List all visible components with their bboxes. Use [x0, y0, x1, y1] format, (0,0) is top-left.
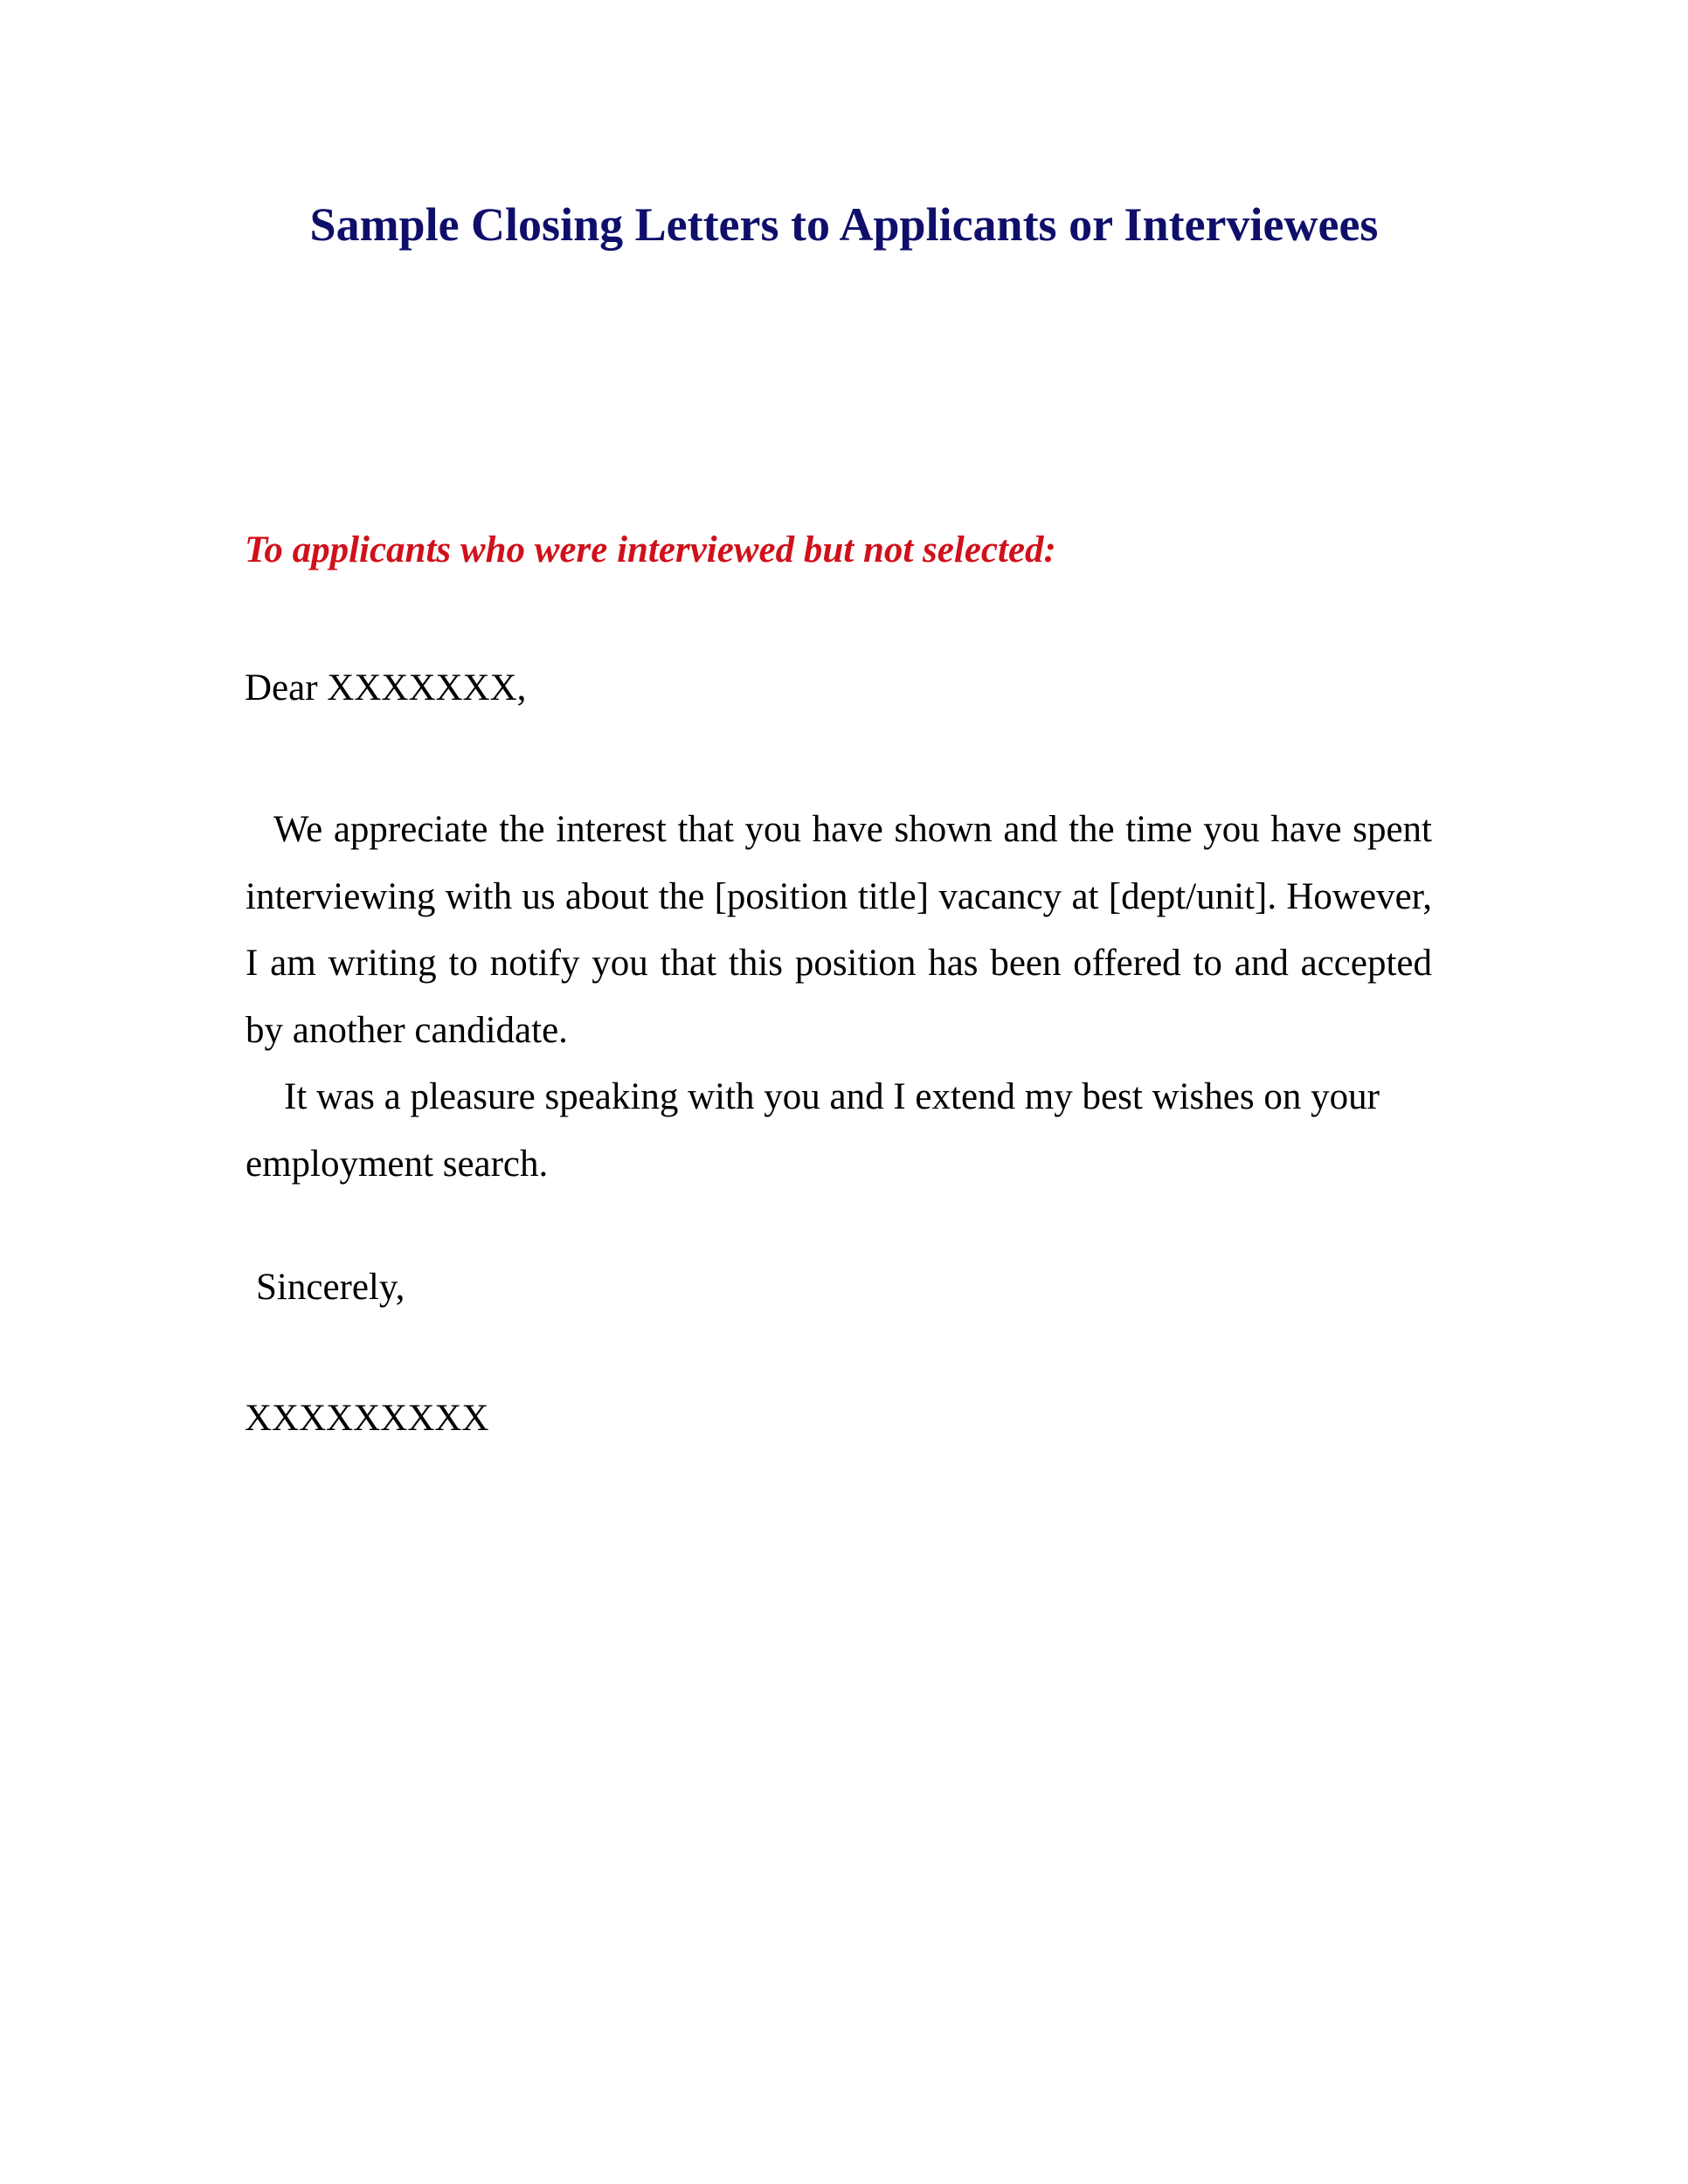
letter-signature: XXXXXXXXX [245, 1398, 489, 1439]
letter-body [246, 797, 1432, 1198]
letter-paragraph: We appreciate the interest that you have shown and the time you have spent interviewing with us about the [position title] vacancy at [dept/unit]. However, I am writing to notify you that this position has been offered to and accepted by another candidate. [246, 809, 1432, 1051]
letter-salutation: Dear XXXXXXX, [245, 667, 527, 708]
letter-paragraph: It was a pleasure speaking with you and I extend my best wishes on your employment search. [246, 1076, 1380, 1185]
section-heading: To applicants who were interviewed but not selected: [245, 529, 1056, 570]
letter-closing: Sincerely, [256, 1267, 405, 1308]
page-title: Sample Closing Letters to Applicants or Interviewees [309, 198, 1379, 251]
